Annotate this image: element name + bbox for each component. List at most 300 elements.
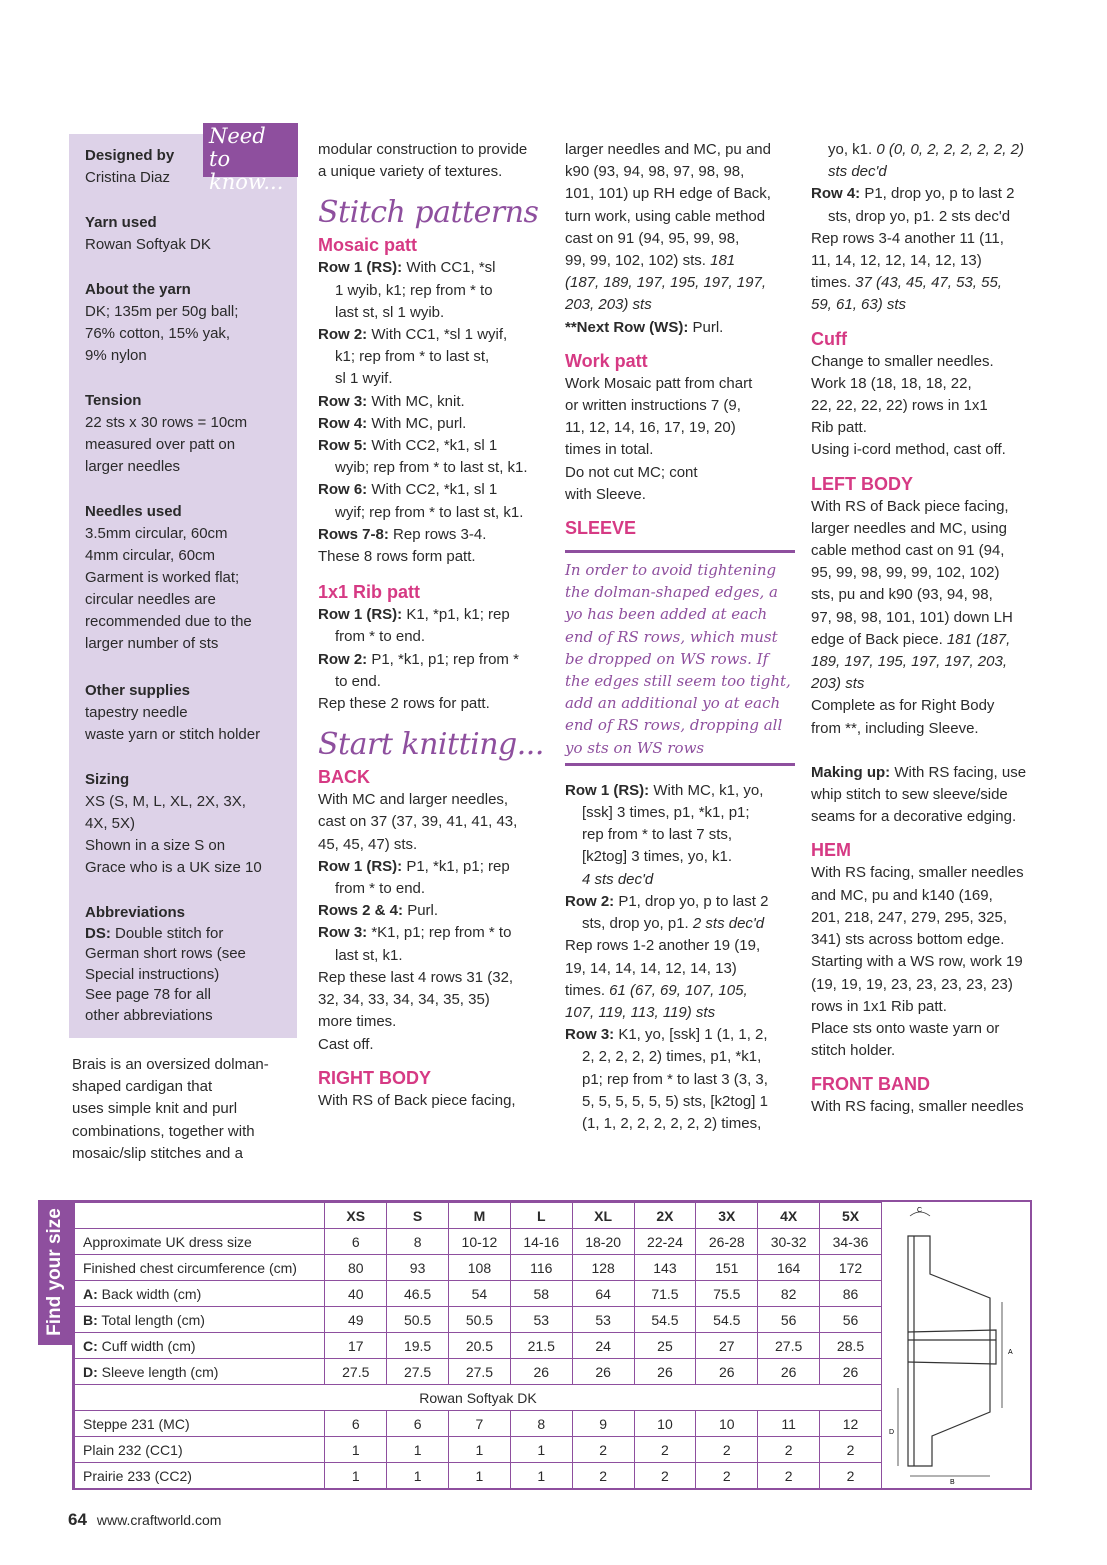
intro-line: mosaic/slip stitches and a [72, 1144, 243, 1162]
needles-block [85, 501, 285, 655]
footer-url: www.craftworld.com [96, 1512, 222, 1528]
row-label: Row 1 (RS): [318, 259, 403, 277]
row-text: With CC1, *sl [402, 259, 496, 277]
row-text: sts, drop yo, p1. [582, 915, 689, 933]
row-text: K1, yo, [ssk] 1 (1, 1, 2, [614, 1026, 768, 1044]
table-row [75, 1255, 882, 1281]
designed-by-block [85, 145, 285, 189]
table-row [75, 1229, 882, 1255]
yarn-used-block [85, 212, 285, 256]
value-cell: 26 [572, 1359, 634, 1385]
needles-line: circular needles are [85, 591, 216, 608]
back-line: cast on 37 (37, 39, 41, 41, 43, [318, 813, 518, 831]
hem-line: rows in 1x1 Rib patt. [811, 997, 947, 1015]
row-label-cell [75, 1411, 325, 1437]
value-cell: 71.5 [634, 1281, 696, 1307]
measure-key: C: [83, 1337, 98, 1354]
repeat-line [811, 272, 1043, 294]
making-up-label: Making up: [811, 763, 891, 781]
row-text: P1, *k1, p1; rep from * [367, 650, 519, 668]
sizing-block [85, 769, 285, 879]
back-line: With MC and larger needles, [318, 791, 509, 809]
measure-key: D: [83, 1363, 98, 1380]
empty-header-cell [75, 1203, 325, 1229]
value-cell: 8 [510, 1411, 572, 1437]
row-label: Row 1 (RS): [318, 857, 403, 875]
value-cell: 25 [634, 1333, 696, 1359]
row-text: Purl. [688, 318, 724, 336]
back-heading: BACK [318, 767, 370, 788]
abbreviation-line: See page 78 for all [85, 986, 211, 1003]
table-row [75, 1281, 882, 1307]
cuff-line: Change to smaller needles. [811, 352, 994, 370]
designed-by-heading: Designed by [85, 147, 175, 164]
value-cell: 143 [634, 1255, 696, 1281]
row-text: P1, *k1, p1; rep [402, 857, 510, 875]
row-label-cell [75, 1255, 325, 1281]
value-cell: 22-24 [634, 1229, 696, 1255]
row-cont: 1 wyib, k1; rep from * to [335, 281, 493, 299]
row-text: Purl. [403, 902, 439, 920]
work-patt-line: with Sleeve. [565, 485, 646, 503]
row-label: Row 3: [565, 1026, 615, 1044]
measure-label: Plain 232 (CC1) [83, 1441, 183, 1458]
table-row [75, 1307, 882, 1333]
tension-line: 22 sts x 30 rows = 10cm [85, 414, 248, 431]
value-cell: 2 [758, 1437, 820, 1463]
left-body-line: from **, including Sleeve. [811, 719, 979, 737]
back-line: 32, 34, 33, 34, 34, 35, 35) [318, 991, 490, 1009]
row-label-cell [75, 1281, 325, 1307]
row-label: Row 1 (RS): [318, 606, 403, 624]
left-body-heading: LEFT BODY [811, 473, 913, 494]
value-cell: 54 [449, 1281, 511, 1307]
sleeve-callout [565, 550, 795, 766]
stitch-count: 0 (0, 0, 2, 2, 2, 2, 2, 2) [872, 141, 1024, 158]
sizing-line: Shown in a size S on [85, 837, 226, 854]
row-cont: sl 1 wyif. [335, 370, 393, 388]
pattern-row [318, 649, 554, 671]
value-cell: 1 [449, 1437, 511, 1463]
hem-line: (19, 19, 19, 23, 23, 23, 23, 23) [811, 975, 1013, 993]
work-patt-line: Work Mosaic patt from chart [565, 374, 753, 392]
value-cell: 1 [325, 1463, 387, 1489]
value-cell: 49 [325, 1307, 387, 1333]
callout-line: yo has been added at each [565, 605, 768, 624]
table-row [75, 1437, 882, 1463]
value-cell: 1 [510, 1463, 572, 1489]
row-cont [811, 139, 1043, 161]
size-header-l: L [510, 1203, 572, 1229]
value-cell: 12 [820, 1411, 882, 1437]
work-patt-line: Do not cut MC; cont [565, 463, 698, 481]
measure-label: Finished chest circumference (cm) [83, 1259, 297, 1276]
left-body-line: 95, 99, 98, 99, 99, 102, 102) [811, 564, 1000, 582]
row-text: Rep rows 3-4. [388, 525, 487, 543]
size-table [74, 1202, 882, 1489]
back-line: 45, 45, 47) sts. [318, 835, 418, 853]
value-cell: 1 [510, 1437, 572, 1463]
table-row [75, 1411, 882, 1437]
value-cell: 26-28 [696, 1229, 758, 1255]
back-line: Cast off. [318, 1035, 374, 1053]
intro-text [72, 1054, 302, 1165]
start-knitting-heading: Start knitting... [318, 727, 544, 763]
row-cont: wyif; rep from * to last st, k1. [335, 503, 524, 521]
row-label: Row 5: [318, 437, 368, 455]
value-cell: 1 [449, 1463, 511, 1489]
value-cell: 116 [510, 1255, 572, 1281]
value-cell: 27.5 [449, 1359, 511, 1385]
row-cont: [k2tog] 3 times, yo, k1. [582, 848, 733, 866]
hem-line: 201, 218, 247, 279, 295, 325, [811, 908, 1008, 926]
row-label: Rows 7-8: [318, 525, 389, 543]
designer-name: Cristina Diaz [85, 169, 171, 186]
garment-schematic [884, 1204, 1028, 1486]
table-row [75, 1333, 882, 1359]
measure-label: Sleeve length (cm) [97, 1363, 219, 1380]
value-cell: 26 [696, 1359, 758, 1385]
pattern-row [318, 391, 554, 413]
value-cell: 26 [758, 1359, 820, 1385]
value-cell: 2 [696, 1437, 758, 1463]
row-label-cell [75, 1307, 325, 1333]
hem-heading: HEM [811, 840, 851, 861]
pattern-row [318, 435, 554, 457]
measure-label: Total length (cm) [97, 1311, 205, 1328]
stitch-count: 59, 61, 63) sts [811, 296, 907, 314]
value-cell: 75.5 [696, 1281, 758, 1307]
hem-line: With RS facing, smaller needles [811, 864, 1024, 882]
other-supplies-block [85, 680, 285, 746]
value-cell: 172 [820, 1255, 882, 1281]
row-cont: wyib; rep from * to last st, k1. [335, 459, 528, 477]
repeat-line: Rep rows 1-2 another 19 (19, [565, 937, 761, 955]
pattern-row [318, 922, 554, 944]
row-text: With MC, k1, yo, [649, 781, 764, 799]
mosaic-rows [318, 257, 554, 546]
value-cell: 2 [696, 1463, 758, 1489]
other-supplies-heading: Other supplies [85, 682, 191, 699]
value-cell: 50.5 [449, 1307, 511, 1333]
row-text: With CC2, *k1, sl 1 [367, 481, 498, 499]
right-body-heading: RIGHT BODY [318, 1067, 432, 1088]
callout-line: add an additional yo at each [565, 694, 781, 713]
rib-patt-heading: 1x1 Rib patt [318, 582, 421, 603]
back-rows [318, 856, 554, 967]
badge-line-2: know... [209, 170, 284, 194]
stitch-count: 203) sts [811, 675, 865, 693]
right-body-line: turn work, using cable method [565, 207, 766, 225]
left-body-line: cable method cast on 91 (94, [811, 542, 1005, 560]
hem-line: stitch holder. [811, 1042, 896, 1060]
table-row [75, 1359, 882, 1385]
size-header-4x: 4X [758, 1203, 820, 1229]
needles-line: 4mm circular, 60cm [85, 547, 216, 564]
value-cell: 27.5 [758, 1333, 820, 1359]
row-text: With CC2, *k1, sl 1 [367, 437, 498, 455]
pattern-row [318, 479, 554, 501]
abbreviations-heading: Abbreviations [85, 904, 186, 921]
row-cont: from * to end. [335, 628, 426, 646]
left-body-line: 97, 98, 98, 101, 101) down LH [811, 608, 1013, 626]
pattern-row [318, 900, 554, 922]
pattern-row [318, 257, 554, 279]
tension-block [85, 390, 285, 478]
value-cell: 1 [387, 1463, 449, 1489]
row-text: times. [565, 981, 606, 999]
about-yarn-line: DK; 135m per 50g ball; [85, 303, 239, 320]
making-up [811, 762, 1043, 784]
size-header-2x: 2X [634, 1203, 696, 1229]
work-patt-heading: Work patt [565, 350, 648, 371]
stitch-count: 189, 197, 195, 197, 197, 203, [811, 653, 1008, 671]
row-label: Row 3: [318, 924, 368, 942]
value-cell: 53 [572, 1307, 634, 1333]
callout-line: end of RS rows, which must [565, 627, 778, 646]
row-cont: (1, 1, 2, 2, 2, 2, 2, 2) times, [582, 1114, 762, 1132]
row-cont: p1; rep from * to last 3 (3, 3, [582, 1070, 768, 1088]
value-cell: 50.5 [387, 1307, 449, 1333]
row-text: P1, drop yo, p to last 2 [614, 892, 769, 910]
needles-line: recommended due to the [85, 613, 252, 630]
front-band-heading: FRONT BAND [811, 1074, 930, 1095]
right-body-line: 101, 101) up RH edge of Back, [565, 185, 771, 203]
about-yarn-line: 9% nylon [85, 347, 147, 364]
size-table-body [75, 1229, 882, 1489]
sizing-line: Grace who is a UK size 10 [85, 859, 262, 876]
row-label: Row 6: [318, 481, 368, 499]
value-cell: 27.5 [387, 1359, 449, 1385]
yarn-header-row [75, 1385, 882, 1411]
garment-outline [908, 1236, 990, 1466]
row-cont: rep from * to last 7 sts, [582, 826, 733, 844]
stitch-patterns-heading: Stitch patterns [318, 195, 539, 231]
sizing-heading: Sizing [85, 771, 130, 788]
right-body-line: k90 (93, 94, 98, 97, 98, 98, [565, 163, 745, 181]
row-label: Row 4: [318, 414, 368, 432]
rib-rows [318, 604, 554, 693]
supply-line: waste yarn or stitch holder [85, 726, 261, 743]
row-text: K1, *p1, k1; rep [402, 606, 510, 624]
value-cell: 46.5 [387, 1281, 449, 1307]
abbreviation-line: Special instructions) [85, 965, 220, 983]
value-cell: 30-32 [758, 1229, 820, 1255]
tension-heading: Tension [85, 392, 142, 409]
hem-line: and MC, pu and k140 (169, [811, 886, 993, 904]
size-header-row [75, 1203, 882, 1229]
value-cell: 151 [696, 1255, 758, 1281]
find-your-size-tab [38, 1200, 72, 1345]
value-cell: 2 [634, 1437, 696, 1463]
row-label: **Next Row (WS): [565, 318, 689, 336]
repeat-line [565, 980, 795, 1002]
row-cont [565, 913, 795, 935]
value-cell: 10-12 [449, 1229, 511, 1255]
fold-line [908, 1330, 996, 1364]
rib-end: Rep these 2 rows for patt. [318, 695, 490, 713]
needles-heading: Needles used [85, 503, 182, 520]
value-cell: 2 [820, 1463, 882, 1489]
cuff-line: Rib patt. [811, 419, 867, 437]
value-cell: 26 [820, 1359, 882, 1385]
intro-line: Brais is an oversized dolman- [72, 1056, 269, 1073]
row-text: With MC, purl. [367, 414, 467, 432]
sleeve-row-1 [565, 780, 795, 802]
cuff-line: Using i-cord method, cast off. [811, 441, 1006, 459]
right-body-line: With RS of Back piece facing, [318, 1091, 516, 1109]
repeat-line: 11, 14, 12, 12, 14, 12, 13) [811, 252, 982, 270]
value-cell: 53 [510, 1307, 572, 1333]
making-up-line: whip stitch to sew sleeve/side [811, 786, 1008, 804]
measure-label: Prairie 233 (CC2) [83, 1467, 192, 1484]
value-cell: 2 [572, 1437, 634, 1463]
row-text: P1, drop yo, p to last 2 [860, 185, 1015, 203]
value-cell: 54.5 [696, 1307, 758, 1333]
sleeve-row-4 [811, 183, 1043, 205]
pattern-row [318, 604, 554, 626]
left-body-line: With RS of Back piece facing, [811, 497, 1009, 515]
measure-label: Back width (cm) [97, 1285, 202, 1302]
callout-line: the dolman-shaped edges, a [565, 583, 778, 602]
value-cell: 9 [572, 1411, 634, 1437]
row-label: Row 2: [565, 892, 615, 910]
row-label: Row 1 (RS): [565, 781, 650, 799]
cuff-line: 22, 22, 22, 22) rows in 1x1 [811, 397, 988, 415]
row-cont: last st, sl 1 wyib. [335, 303, 445, 321]
value-cell: 6 [325, 1229, 387, 1255]
row-cont: 5, 5, 5, 5, 5, 5) sts, [k2tog] 1 [582, 1092, 768, 1110]
left-body-line: sts, pu and k90 (93, 94, 98, [811, 586, 993, 604]
ds-label: DS: [85, 924, 111, 942]
repeat-line: Rep rows 3-4 another 11 (11, [811, 229, 1004, 247]
next-row [565, 317, 795, 339]
intro-line: uses simple knit and purl [72, 1100, 238, 1118]
value-cell: 27 [696, 1333, 758, 1359]
find-your-size-label: Find your size [44, 1208, 65, 1336]
callout-line: In order to avoid tightening [565, 561, 777, 580]
value-cell: 14-16 [510, 1229, 572, 1255]
work-patt-line: 11, 12, 14, 16, 17, 19, 20) [565, 419, 736, 437]
row-text: times. [811, 274, 852, 292]
left-body-line [811, 629, 1043, 651]
yarn-used-heading: Yarn used [85, 214, 157, 231]
value-cell: 10 [696, 1411, 758, 1437]
badge-line-1: Need to [209, 124, 266, 171]
label-b: B [950, 1479, 955, 1486]
needles-line: Garment is worked flat; [85, 569, 240, 586]
right-body-line: cast on 91 (94, 95, 99, 98, [565, 229, 740, 247]
sleeve-heading: SLEEVE [565, 518, 637, 539]
size-header-xs: XS [325, 1203, 387, 1229]
mosaic-patt-heading: Mosaic patt [318, 235, 418, 256]
intro-line: combinations, together with [72, 1122, 255, 1140]
ds-text: Double stitch for [110, 924, 224, 942]
stitch-count: 2 sts dec'd [688, 915, 765, 933]
value-cell: 58 [510, 1281, 572, 1307]
value-cell: 6 [325, 1411, 387, 1437]
value-cell: 8 [387, 1229, 449, 1255]
value-cell: 2 [758, 1463, 820, 1489]
value-cell: 82 [758, 1281, 820, 1307]
row-label-cell [75, 1359, 325, 1385]
supply-line: tapestry needle [85, 704, 188, 721]
making-up-text: With RS facing, use [890, 763, 1027, 781]
front-band-line: With RS facing, smaller needles [811, 1098, 1024, 1116]
cuff-line: Work 18 (18, 18, 18, 22, [811, 374, 972, 392]
measure-key: A: [83, 1285, 98, 1302]
value-cell: 108 [449, 1255, 511, 1281]
needles-line: 3.5mm circular, 60cm [85, 525, 228, 542]
value-cell: 56 [758, 1307, 820, 1333]
value-cell: 18-20 [572, 1229, 634, 1255]
value-cell: 17 [325, 1333, 387, 1359]
value-cell: 2 [820, 1437, 882, 1463]
stitch-count: 181 [705, 252, 736, 270]
row-label: Row 2: [318, 650, 368, 668]
sizing-line: 4X, 5X) [85, 815, 136, 832]
row-text: With MC, knit. [367, 392, 465, 410]
column-3 [565, 139, 795, 1135]
size-header-3x: 3X [696, 1203, 758, 1229]
row-cont: [ssk] 3 times, p1, *k1, p1; [582, 804, 750, 822]
yarn-header-cell: Rowan Softyak DK [75, 1385, 882, 1411]
value-cell: 128 [572, 1255, 634, 1281]
callout-line: end of RS rows, dropping all [565, 716, 783, 735]
stitch-count: sts dec'd [828, 163, 887, 181]
row-label: Row 4: [811, 185, 861, 203]
row-cont: to end. [335, 672, 381, 690]
table-row [75, 1463, 882, 1489]
size-header-s: S [387, 1203, 449, 1229]
pattern-row [318, 413, 554, 435]
stitch-count: 181 (187, [942, 630, 1011, 648]
size-header-5x: 5X [820, 1203, 882, 1229]
row-label: Row 2: [318, 326, 368, 344]
row-text: With CC1, *sl 1 wyif, [367, 326, 508, 344]
row-label-cell [75, 1437, 325, 1463]
intro-line: a unique variety of textures. [318, 163, 503, 181]
measure-key: B: [83, 1311, 98, 1328]
stitch-count: (187, 189, 197, 195, 197, 197, [565, 274, 766, 292]
about-yarn-block [85, 279, 285, 367]
value-cell: 56 [820, 1307, 882, 1333]
yarn-name: Rowan Softyak DK [85, 236, 211, 253]
work-patt-line: times in total. [565, 441, 654, 459]
value-cell: 1 [325, 1437, 387, 1463]
row-text: *K1, p1; rep from * to [367, 924, 512, 942]
row-text: edge of Back piece. [811, 630, 943, 648]
callout-line: be dropped on WS rows. If [565, 649, 769, 668]
tension-line: larger needles [85, 458, 181, 475]
value-cell: 34-36 [820, 1229, 882, 1255]
value-cell: 164 [758, 1255, 820, 1281]
value-cell: 40 [325, 1281, 387, 1307]
abbreviation-ds [85, 924, 285, 945]
mosaic-end: These 8 rows form patt. [318, 548, 476, 566]
value-cell: 54.5 [634, 1307, 696, 1333]
value-cell: 2 [634, 1463, 696, 1489]
right-body-line [565, 250, 795, 272]
row-text: yo, k1. [828, 141, 873, 158]
value-cell: 24 [572, 1333, 634, 1359]
stitch-count: 61 (67, 69, 107, 105, [605, 981, 748, 999]
stitch-count: 37 (43, 45, 47, 53, 55, [851, 274, 1002, 292]
about-yarn-heading: About the yarn [85, 281, 191, 298]
value-cell: 27.5 [325, 1359, 387, 1385]
about-yarn-line: 76% cotton, 15% yak, [85, 325, 231, 342]
left-body-line: larger needles and MC, using [811, 519, 1007, 537]
